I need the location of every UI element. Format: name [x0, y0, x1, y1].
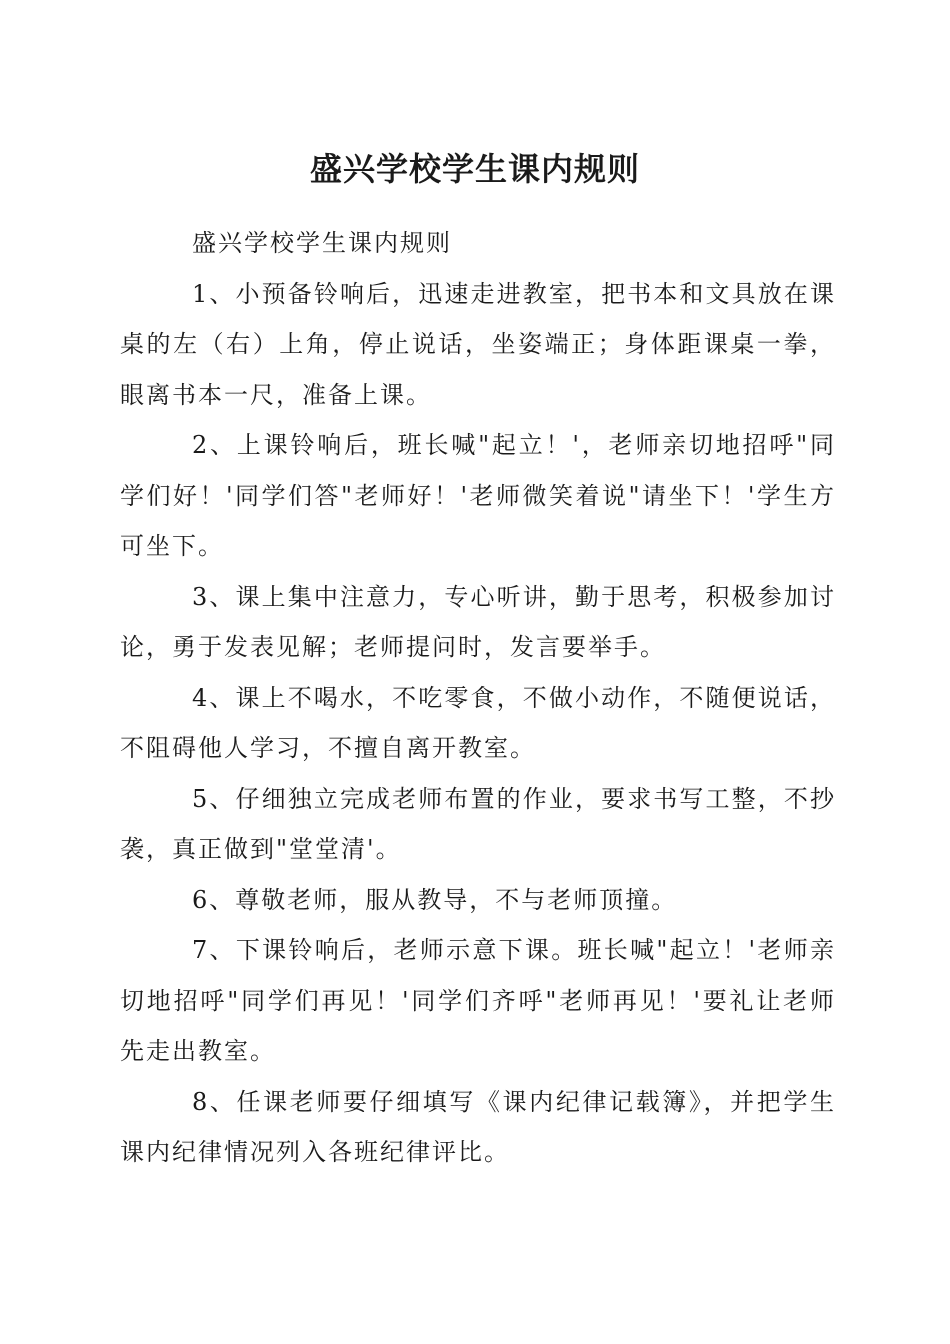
body-paragraph-subtitle: 盛兴学校学生课内规则	[192, 229, 452, 257]
rule-paragraph-5: 5、仔细独立完成老师布置的作业，要求书写工整，不抄袭，真正做到"堂堂清'。	[120, 784, 836, 863]
rule-paragraph-6: 6、尊敬老师，服从教导，不与老师顶撞。	[192, 885, 678, 914]
document-body	[120, 218, 836, 1178]
rule-paragraph-4: 4、课上不喝水，不吃零食，不做小动作，不随便说话，不阻碍他人学习，不擅自离开教室。	[120, 683, 836, 762]
rule-paragraph-2: 2、上课铃响后，班长喊"起立！'，老师亲切地招呼"同学们好！'同学们答"老师好！'老师微笑着说"请坐下！'学生方可坐下。	[120, 431, 836, 560]
rule-paragraph-8: 8、任课老师要仔细填写《课内纪律记载簿》，并把学生课内纪律情况列入各班纪律评比。	[120, 1087, 836, 1166]
rule-paragraph-3: 3、课上集中注意力，专心听讲，勤于思考，积极参加讨论，勇于发表见解；老师提问时，发言要举手。	[120, 582, 836, 661]
rule-paragraph-7: 7、下课铃响后，老师示意下课。班长喊"起立！'老师亲切地招呼"同学们再见！'同学们齐呼"老师再见！'要礼让老师先走出教室。	[120, 936, 836, 1065]
rule-paragraph-1: 1、小预备铃响后，迅速走进教室，把书本和文具放在课桌的左（右）上角，停止说话，坐姿端正；身体距课桌一拳，眼离书本一尺，准备上课。	[120, 279, 836, 409]
document-title: 盛兴学校学生课内规则	[309, 150, 640, 188]
